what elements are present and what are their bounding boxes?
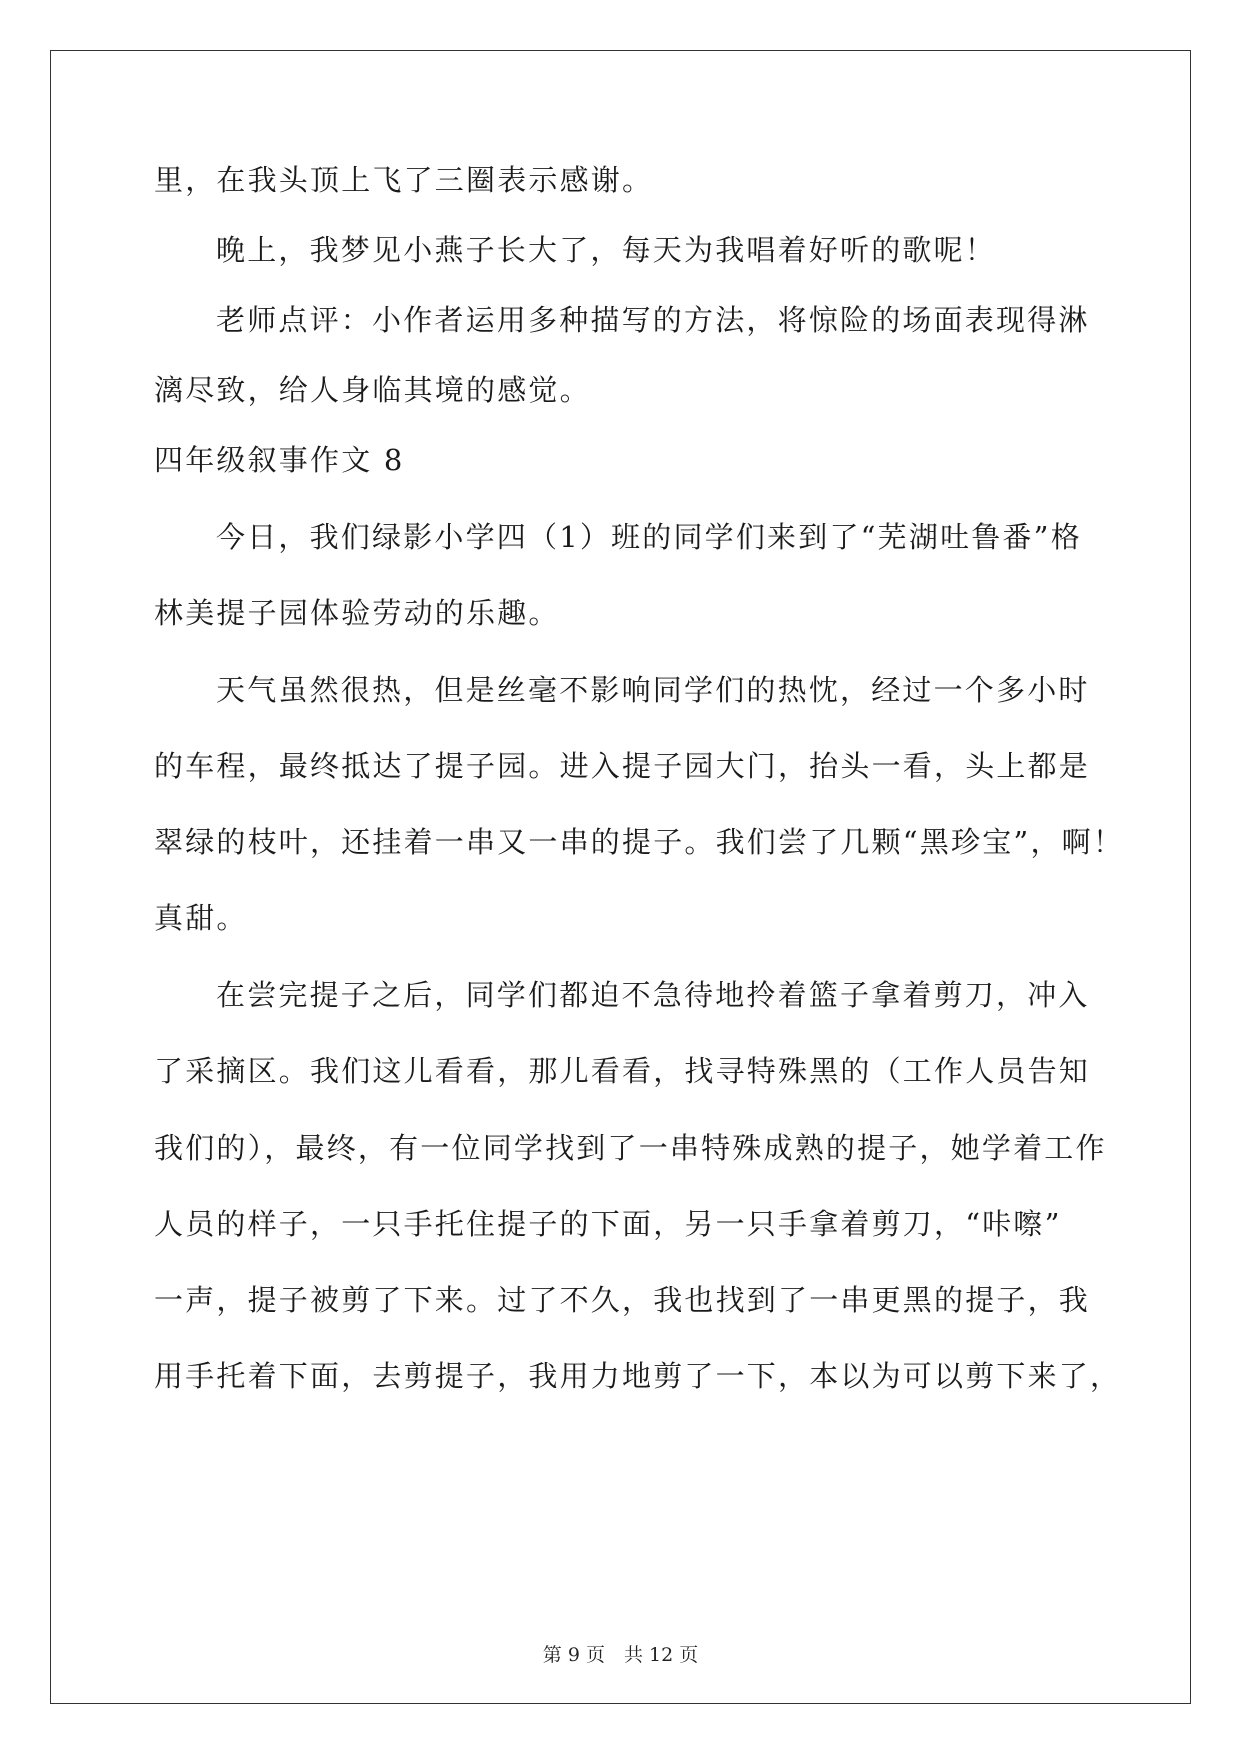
text-line: 的车程，最终抵达了提子园。进入提子园大门，抬头一看，头上都是 bbox=[154, 749, 1091, 783]
text-line: 翠绿的枝叶，还挂着一串又一串的提子。我们尝了几颗“黑珍宝”，啊！ bbox=[154, 825, 1125, 859]
page-border bbox=[50, 50, 1191, 1704]
text-line: 了采摘区。我们这儿看看，那儿看看，找寻特殊黑的（工作人员告知 bbox=[154, 1054, 1091, 1088]
text-line: 晚上，我梦见小燕子长大了，每天为我唱着好听的歌呢！ bbox=[216, 233, 997, 267]
section-heading: 四年级叙事作文 8 bbox=[154, 443, 405, 477]
text-line: 老师点评：小作者运用多种描写的方法，将惊险的场面表现得淋 bbox=[216, 303, 1090, 337]
text-line: 林美提子园体验劳动的乐趣。 bbox=[154, 596, 560, 630]
text-line: 用手托着下面，去剪提子，我用力地剪了一下，本以为可以剪下来了， bbox=[154, 1359, 1122, 1393]
page-number: 第 9 页 共 12 页 bbox=[542, 1644, 699, 1666]
text-line: 我们的），最终，有一位同学找到了一串特殊成熟的提子，她学着工作 bbox=[154, 1131, 1107, 1165]
text-line: 漓尽致，给人身临其境的感觉。 bbox=[154, 373, 591, 407]
text-line: 在尝完提子之后，同学们都迫不急待地拎着篮子拿着剪刀，冲入 bbox=[216, 978, 1090, 1012]
text-line: 人员的样子，一只手托住提子的下面，另一只手拿着剪刀，“咔嚓” bbox=[154, 1207, 1062, 1241]
text-line: 天气虽然很热，但是丝毫不影响同学们的热忱，经过一个多小时 bbox=[216, 673, 1090, 707]
text-line: 一声，提子被剪了下来。过了不久，我也找到了一串更黑的提子，我 bbox=[154, 1283, 1091, 1317]
text-line: 真甜。 bbox=[154, 901, 248, 935]
text-line: 里，在我头顶上飞了三圈表示感谢。 bbox=[154, 163, 654, 197]
text-line: 今日，我们绿影小学四（1）班的同学们来到了“芜湖吐鲁番”格 bbox=[216, 520, 1082, 554]
